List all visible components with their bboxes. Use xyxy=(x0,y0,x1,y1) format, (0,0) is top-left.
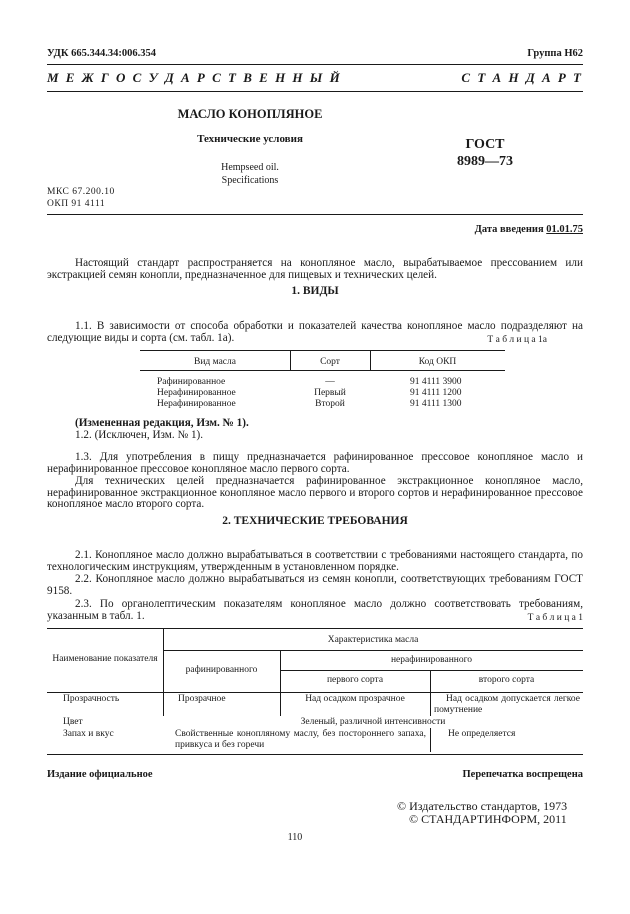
table1-head-second: второго сорта xyxy=(478,675,535,685)
table-row: Запах и вкус xyxy=(63,729,114,739)
mks-code: МКС 67.200.10 xyxy=(47,187,115,197)
para-2-2: 2.2. Конопляное масло должно вырабатываться из семян конопли, соответствующих требованиям ГОСТ 9158. xyxy=(47,573,583,597)
table-row: Зеленый, различной интенсивности xyxy=(300,717,446,727)
table-row: — xyxy=(325,377,335,387)
amendment-note: (Измененная редакция, Изм. № 1). xyxy=(75,417,249,429)
table1-head-unrefined: нерафинированного xyxy=(390,655,473,665)
table-row: Прозрачность xyxy=(63,694,120,704)
table1-bottom-rule xyxy=(47,754,583,755)
title-rule xyxy=(47,214,583,215)
okp-code: ОКП 91 4111 xyxy=(47,199,106,209)
table1a-caption: Т а б л и ц а 1а xyxy=(487,335,547,345)
table-row: Нерафинированное xyxy=(157,399,236,409)
table1a-divider xyxy=(370,350,371,370)
table-row: Свойственные конопляному маслу, без постороннего запаха, привкуса и без горечи xyxy=(175,729,426,750)
table-row: Над осадком допускается легкое помутнение xyxy=(434,694,580,715)
table-row: 91 4111 1200 xyxy=(410,388,462,398)
table-row: Рафинированное xyxy=(157,377,226,387)
table-row: Не определяется xyxy=(448,729,516,739)
table-row: Первый xyxy=(314,388,346,398)
table-row: 91 4111 1300 xyxy=(410,399,462,409)
udc-code: УДК 665.344.34:006.354 xyxy=(47,48,156,59)
effective-date-label: Дата введения xyxy=(474,224,544,235)
para-1-2: 1.2. (Исключен, Изм. № 1). xyxy=(75,429,204,441)
document-subtitle: Технические условия xyxy=(197,133,303,145)
effective-date xyxy=(475,224,583,235)
standard-label: ГОСТ xyxy=(465,137,505,152)
table-row: Второй xyxy=(315,399,345,409)
banner-interstate: М Е Ж Г О С У Д А Р С Т В Е Н Н Ы Й xyxy=(47,70,342,85)
table1a-head-rule xyxy=(140,370,505,371)
copyright-line-2: © СТАНДАРТИНФОРМ, 2011 xyxy=(409,812,567,826)
section2-heading: 2. ТЕХНИЧЕСКИЕ ТРЕБОВАНИЯ xyxy=(222,515,408,527)
document-title: МАСЛО КОНОПЛЯНОЕ xyxy=(177,107,323,121)
table1a-head-type: Вид масла xyxy=(194,357,236,367)
effective-date-value: 01.01.75 xyxy=(546,224,583,235)
page-number: 110 xyxy=(287,832,303,843)
table-row: 91 4111 3900 xyxy=(410,377,462,387)
table1-rule xyxy=(163,650,583,651)
banner-standard: С Т А Н Д А Р Т xyxy=(461,70,583,85)
standard-number: 8989—73 xyxy=(457,154,513,169)
table-row: Нерафинированное xyxy=(157,388,236,398)
table1-divider xyxy=(430,728,431,752)
table1a-top-rule xyxy=(140,350,505,351)
english-title: Hempseed oil. xyxy=(221,162,279,173)
table1-head-first: первого сорта xyxy=(326,675,384,685)
group-code: Группа Н62 xyxy=(527,48,583,59)
banner-rule xyxy=(47,91,583,92)
official-edition: Издание официальное xyxy=(47,769,153,780)
para-1-3: 1.3. Для употребления в пищу предназначается рафинированное прессовое конопляное масло и нерафинированное прессовое конопляное масло первого сорта. xyxy=(47,451,583,475)
table1-head-characteristic: Характеристика масла xyxy=(327,635,419,645)
table1a-head-okp: Код ОКП xyxy=(418,357,457,367)
para-1-1: 1.1. В зависимости от способа обработки и показателей качества конопляное масло подразделяют на следующие виды и сорта (см. табл. 1а). xyxy=(47,320,583,344)
table-row: Над осадком прозрачное xyxy=(305,694,405,704)
table-row: Прозрачное xyxy=(178,694,226,704)
para-1-3-technical: Для технических целей предназначается рафинированное экстракционное конопляное масло, нерафинированное экстракционное конопляное масло первого и второго сортов и нерафинированное прессовое конопляное масло второго сорта. xyxy=(47,475,583,511)
table-row: Цвет xyxy=(63,717,83,727)
table1a-head-grade: Сорт xyxy=(320,357,340,367)
reprint-prohibited: Перепечатка воспрещена xyxy=(462,769,583,780)
table1-divider xyxy=(280,692,281,716)
intro-paragraph: Настоящий стандарт распространяется на конопляное масло, вырабатываемое прессованием или экстракцией семян конопли, предназначенное для пищевых и технических целей. xyxy=(47,257,583,281)
para-2-3: 2.3. По органолептическим показателям конопляное масло должно соответствовать требованиям, указанным в табл. 1. xyxy=(47,598,583,622)
para-2-1: 2.1. Конопляное масло должно вырабатываться в соответствии с требованиями настоящего стандарта, по технологическим инструкциям, утвержденным в установленном порядке. xyxy=(47,549,583,573)
table1-rule xyxy=(280,670,583,671)
table1-divider xyxy=(430,692,431,716)
table1-head-refined: рафинированного xyxy=(185,665,258,675)
table1a-divider xyxy=(290,350,291,370)
header-rule xyxy=(47,64,583,65)
section1-heading: 1. ВИДЫ xyxy=(291,285,339,297)
table1-top-rule xyxy=(47,628,583,629)
table1-head-indicator: Наименование показателя xyxy=(52,654,158,664)
table1-caption: Т а б л и ц а 1 xyxy=(527,613,583,623)
english-subtitle: Specifications xyxy=(221,175,279,186)
table1-head-rule xyxy=(47,692,583,693)
table1-divider xyxy=(163,692,164,716)
copyright-line-1: © Издательство стандартов, 1973 xyxy=(397,799,568,813)
